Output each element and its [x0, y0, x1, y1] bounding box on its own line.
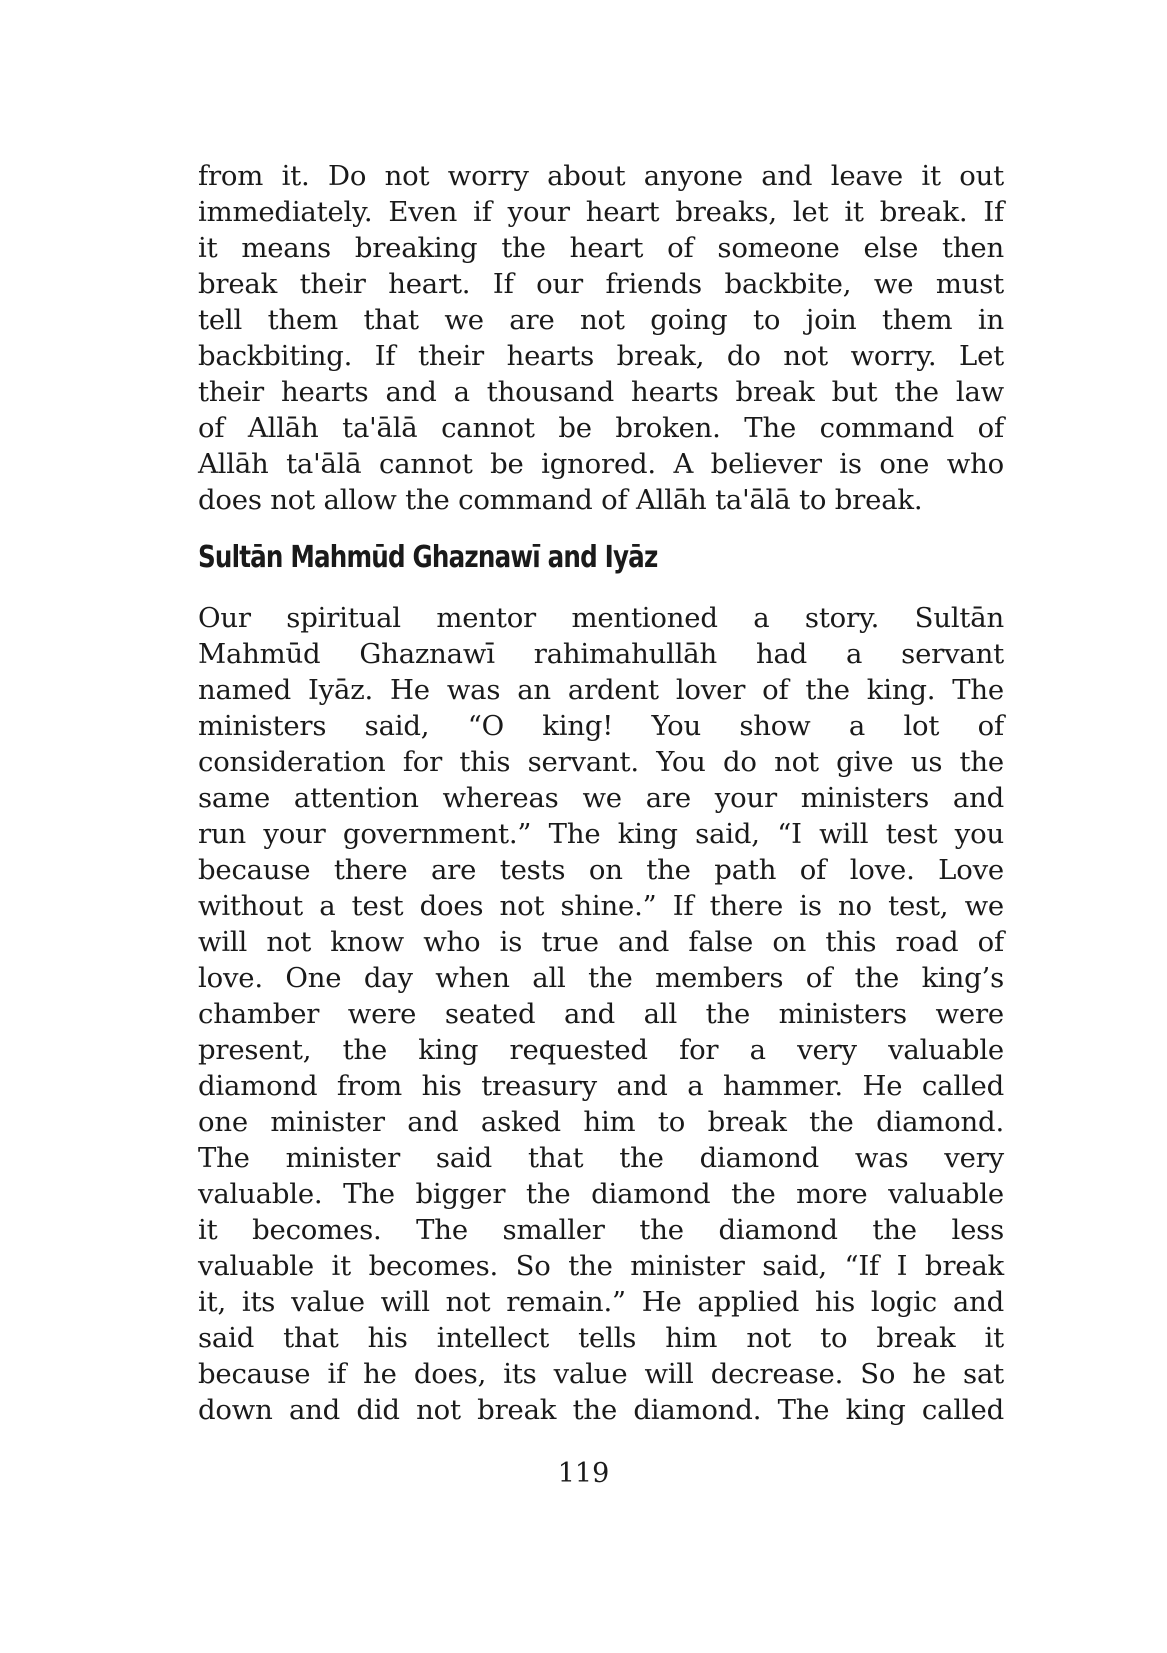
text-line: valuable. The bigger the diamond the more valuable	[198, 1178, 1004, 1210]
text-line: backbiting. If their hearts break, do not worry. Let	[198, 340, 1004, 372]
text-line: because if he does, its value will decrease. So he sat	[198, 1358, 1004, 1390]
text-line: break their heart. If our friends backbite, we must	[198, 268, 1004, 300]
section-heading: Sultān Mahmūd Ghaznawī and Iyāz	[198, 540, 658, 575]
text-line: will not know who is true and false on this road of	[198, 926, 1004, 958]
text-line: without a test does not shine.” If there is no test, we	[198, 890, 1004, 922]
text-line: love. One day when all the members of the king’s	[198, 962, 1004, 994]
page-content	[198, 158, 1004, 1428]
text-line: valuable it becomes. So the minister said, “If I break	[198, 1250, 1004, 1282]
text-line: it means breaking the heart of someone else then	[198, 232, 1004, 264]
text-line: present, the king requested for a very valuable	[198, 1034, 1004, 1066]
text-line: named Iyāz. He was an ardent lover of the king. The	[198, 674, 1004, 706]
page-number: 119	[557, 1458, 610, 1489]
text-line: down and did not break the diamond. The king called	[198, 1394, 1004, 1426]
text-line: said that his intellect tells him not to break it	[198, 1322, 1004, 1354]
text-line: their hearts and a thousand hearts break but the law	[198, 376, 1004, 408]
text-line: diamond from his treasury and a hammer. He called	[198, 1070, 1004, 1102]
text-line: The minister said that the diamond was very	[198, 1142, 1004, 1174]
text-line: Mahmūd Ghaznawī rahimahullāh had a servant	[198, 638, 1004, 670]
text-line: one minister and asked him to break the diamond.	[198, 1106, 1004, 1138]
text-line: because there are tests on the path of love. Love	[198, 854, 1004, 886]
text-line: consideration for this servant. You do not give us the	[198, 746, 1004, 778]
paragraph-1	[198, 158, 1004, 518]
paragraph-2	[198, 600, 1004, 1428]
text-line: of Allāh ta'ālā cannot be broken. The command of	[198, 412, 1004, 444]
text-line: does not allow the command of Allāh ta'ālā to break.	[198, 484, 923, 516]
text-line: tell them that we are not going to join them in	[198, 304, 1004, 336]
text-line: immediately. Even if your heart breaks, let it break. If	[198, 196, 1004, 228]
text-line: Our spiritual mentor mentioned a story. Sultān	[198, 602, 1004, 634]
text-line: run your government.” The king said, “I will test you	[198, 818, 1004, 850]
text-line: ministers said, “O king! You show a lot of	[198, 710, 1004, 742]
text-line: Allāh ta'ālā cannot be ignored. A believer is one who	[198, 448, 1004, 480]
text-line: from it. Do not worry about anyone and leave it out	[198, 160, 1004, 192]
text-line: chamber were seated and all the ministers were	[198, 998, 1004, 1030]
text-line: it becomes. The smaller the diamond the less	[198, 1214, 1004, 1246]
text-line: same attention whereas we are your ministers and	[198, 782, 1004, 814]
text-line: it, its value will not remain.” He applied his logic and	[198, 1286, 1004, 1318]
